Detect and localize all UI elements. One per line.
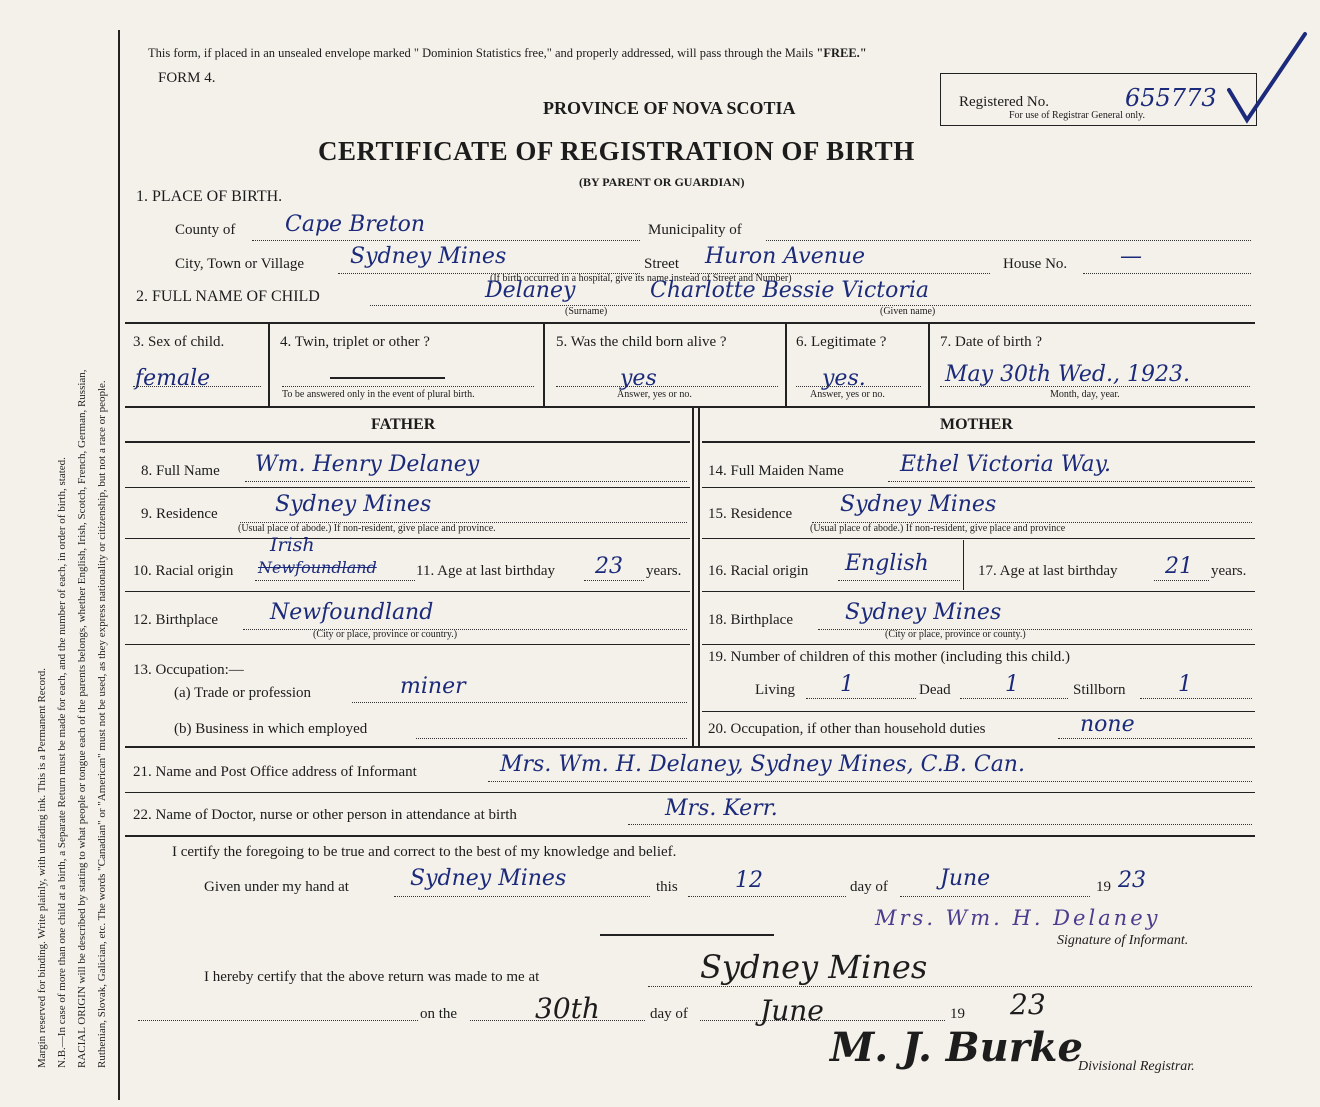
municipality-label: Municipality of bbox=[648, 222, 742, 238]
surname-caption: (Surname) bbox=[565, 306, 608, 317]
father-age-value: 23 bbox=[595, 554, 623, 579]
father-heading-rule bbox=[125, 441, 690, 443]
born-alive-value: yes bbox=[620, 366, 657, 391]
mother-occupation-value: none bbox=[1080, 712, 1135, 737]
mother-age-unit: years. bbox=[1211, 563, 1247, 579]
legitimate-label: 6. Legitimate ? bbox=[796, 334, 887, 350]
mother-stillborn-label: Stillborn bbox=[1073, 682, 1126, 698]
given-month-value: June bbox=[940, 866, 991, 891]
father-business-line bbox=[416, 738, 687, 739]
mother-residence-caption: (Usual place of abode.) If non-resident, give place and province bbox=[810, 523, 1066, 534]
col-divider-4-5 bbox=[543, 324, 545, 406]
row-divider-attendant bbox=[125, 792, 1255, 793]
father-birthplace-line bbox=[243, 629, 687, 630]
mother-row-rule-5 bbox=[702, 711, 1255, 712]
child-name-label: 2. FULL NAME OF CHILD bbox=[136, 288, 320, 305]
registrar-place-line bbox=[648, 986, 1252, 987]
on-the-label: on the bbox=[420, 1006, 458, 1022]
father-racial-value: Irish bbox=[270, 534, 315, 556]
col-divider-5-6 bbox=[785, 324, 787, 406]
mother-birthplace-caption: (City or place, province or county.) bbox=[885, 629, 1026, 640]
mail-notice bbox=[148, 46, 867, 61]
registrar-caption: Divisional Registrar. bbox=[1078, 1059, 1195, 1074]
year-prefix: 19 bbox=[1096, 879, 1111, 895]
row-divider-parents bbox=[125, 406, 1255, 408]
given-place-value: Sydney Mines bbox=[410, 866, 567, 891]
mother-name-label: 14. Full Maiden Name bbox=[708, 463, 844, 479]
sex-label: 3. Sex of child. bbox=[133, 334, 225, 350]
informant-signature-rule bbox=[600, 934, 774, 936]
attendant-value: Mrs. Kerr. bbox=[665, 796, 778, 821]
mother-age-value: 21 bbox=[1165, 554, 1193, 579]
twin-line bbox=[282, 386, 534, 387]
mother-living-label: Living bbox=[755, 682, 795, 698]
father-racial-label: 10. Racial origin bbox=[133, 563, 234, 579]
child-name-line bbox=[370, 305, 1251, 306]
born-alive-caption: Answer, yes or no. bbox=[617, 389, 692, 400]
attendant-label: 22. Name of Doctor, nurse or other person in attendance at birth bbox=[133, 807, 517, 823]
mother-residence-value: Sydney Mines bbox=[840, 492, 997, 517]
mother-row-rule-4 bbox=[702, 644, 1255, 645]
informant-signature-caption: Signature of Informant. bbox=[1057, 933, 1189, 948]
dob-line bbox=[940, 386, 1250, 387]
father-racial-struck-value: Newfoundland bbox=[258, 558, 377, 577]
margin-note-4: Ruthenian, Slovak, Galician, etc. The words "Canadian" or "American" must not be used, as they express nationality or citizenship, but not a race or people. bbox=[96, 380, 108, 1068]
mother-row-rule-3 bbox=[702, 591, 1255, 592]
registrar-year-prefix: 19 bbox=[950, 1006, 965, 1022]
dob-value: May 30th Wed., 1923. bbox=[945, 362, 1190, 387]
twin-label: 4. Twin, triplet or other ? bbox=[280, 334, 430, 350]
this-label: this bbox=[656, 879, 678, 895]
mother-living-value: 1 bbox=[840, 672, 854, 697]
mother-children-label: 19. Number of children of this mother (including this child.) bbox=[708, 649, 1071, 665]
province-heading: PROVINCE OF NOVA SCOTIA bbox=[543, 98, 796, 118]
given-name-caption: (Given name) bbox=[880, 306, 936, 317]
row-divider-top bbox=[125, 322, 1255, 324]
mother-name-line bbox=[888, 481, 1252, 482]
born-alive-label: 5. Was the child born alive ? bbox=[556, 334, 727, 350]
given-year-value: 23 bbox=[1118, 868, 1146, 893]
registered-label: Registered No. bbox=[959, 94, 1049, 110]
registrar-certify-text: I hereby certify that the above return was made to me at bbox=[204, 969, 540, 985]
row-divider-informant bbox=[125, 746, 1255, 748]
registered-number-box bbox=[940, 73, 1257, 126]
form-number: FORM 4. bbox=[158, 70, 216, 86]
attendant-line bbox=[628, 824, 1252, 825]
father-racial-line bbox=[255, 580, 415, 581]
informant-signature: Mrs. Wm. H. Delaney bbox=[875, 906, 1161, 930]
page-title: CERTIFICATE OF REGISTRATION OF BIRTH bbox=[318, 136, 915, 166]
parents-column-divider-2 bbox=[698, 408, 700, 746]
checkmark-icon bbox=[1225, 30, 1310, 125]
legitimate-caption: Answer, yes or no. bbox=[810, 389, 885, 400]
mother-dead-label: Dead bbox=[919, 682, 951, 698]
mail-notice-free: "FREE." bbox=[816, 46, 867, 60]
margin-note-1: Margin reserved for binding. Write plainly, with unfading ink. This is a Permanent Record. bbox=[36, 668, 48, 1068]
municipality-line bbox=[766, 240, 1251, 241]
father-age-label: 11. Age at last birthday bbox=[416, 563, 555, 579]
house-number-value: — bbox=[1120, 244, 1142, 269]
father-occupation-heading: 13. Occupation:— bbox=[133, 662, 244, 678]
county-line bbox=[252, 240, 640, 241]
father-name-value: Wm. Henry Delaney bbox=[255, 452, 480, 477]
mother-age-label: 17. Age at last birthday bbox=[978, 563, 1118, 579]
sex-line bbox=[133, 386, 261, 387]
given-place-line bbox=[394, 896, 650, 897]
day-of-label: day of bbox=[850, 879, 888, 895]
born-alive-line bbox=[556, 386, 778, 387]
father-name-line bbox=[245, 481, 687, 482]
father-heading: FATHER bbox=[371, 416, 436, 433]
given-month-line bbox=[900, 896, 1090, 897]
legitimate-value: yes. bbox=[822, 366, 866, 391]
father-residence-value: Sydney Mines bbox=[275, 492, 432, 517]
given-under-label: Given under my hand at bbox=[204, 879, 349, 895]
father-name-label: 8. Full Name bbox=[141, 463, 220, 479]
col-divider-6-7 bbox=[928, 324, 930, 406]
col-divider-3-4 bbox=[268, 324, 270, 406]
mother-racial-value: English bbox=[845, 551, 929, 576]
registrar-day-value: 30th bbox=[535, 992, 600, 1025]
registrar-day-of-label: day of bbox=[650, 1006, 688, 1022]
mother-row-rule-2 bbox=[702, 538, 1255, 539]
mother-name-value: Ethel Victoria Way. bbox=[900, 452, 1112, 477]
father-birthplace-label: 12. Birthplace bbox=[133, 612, 218, 628]
father-row-rule-1 bbox=[125, 487, 690, 488]
margin-note-3: RACIAL ORIGIN will be described by stating to what people or tongue each of the parents belongs, whether English, Irish, Scotch, French, German, Russian, bbox=[76, 369, 88, 1068]
mother-stillborn-value: 1 bbox=[1178, 672, 1192, 697]
father-row-rule-4 bbox=[125, 644, 690, 645]
county-label: County of bbox=[175, 222, 236, 238]
registrar-only-note: For use of Registrar General only. bbox=[1009, 110, 1145, 121]
registrar-year-value: 23 bbox=[1010, 988, 1046, 1021]
legitimate-line bbox=[796, 386, 921, 387]
mother-dead-value: 1 bbox=[1005, 672, 1019, 697]
mother-birthplace-label: 18. Birthplace bbox=[708, 612, 793, 628]
informant-line bbox=[488, 781, 1252, 782]
father-age-line bbox=[584, 580, 644, 581]
city-label: City, Town or Village bbox=[175, 256, 305, 272]
house-number-label: House No. bbox=[1003, 256, 1068, 272]
dob-caption: Month, day, year. bbox=[1050, 389, 1120, 400]
binding-margin-rule bbox=[118, 30, 120, 1100]
mother-age-line bbox=[1154, 580, 1209, 581]
father-residence-label: 9. Residence bbox=[141, 506, 218, 522]
street-label: Street bbox=[644, 256, 679, 272]
mother-racial-line bbox=[838, 580, 960, 581]
mother-stillborn-line bbox=[1140, 698, 1252, 699]
house-number-line bbox=[1083, 273, 1251, 274]
father-age-unit: years. bbox=[646, 563, 682, 579]
city-value: Sydney Mines bbox=[350, 244, 507, 269]
registrar-left-line bbox=[138, 1020, 418, 1021]
father-trade-label: (a) Trade or profession bbox=[174, 685, 312, 701]
registrar-signature: M. J. Burke bbox=[830, 1024, 1083, 1071]
mother-heading: MOTHER bbox=[940, 416, 1013, 433]
father-birthplace-value: Newfoundland bbox=[270, 600, 434, 625]
informant-label: 21. Name and Post Office address of Informant bbox=[133, 764, 417, 780]
mail-notice-text: This form, if placed in an unsealed envelope marked " Dominion Statistics free," and properly addressed, will pass through the Mails bbox=[148, 46, 817, 60]
certify-text: I certify the foregoing to be true and correct to the best of my knowledge and belief. bbox=[172, 844, 677, 860]
registrar-place-value: Sydney Mines bbox=[700, 948, 928, 986]
mother-dead-line bbox=[960, 698, 1068, 699]
twin-dash bbox=[330, 377, 445, 379]
father-business-label: (b) Business in which employed bbox=[174, 721, 368, 737]
page-subtitle: (BY PARENT OR GUARDIAN) bbox=[579, 175, 745, 189]
mother-birthplace-line bbox=[818, 629, 1252, 630]
dob-label: 7. Date of birth ? bbox=[940, 334, 1043, 350]
hospital-note: (If birth occurred in a hospital, give its name instead of Street and Number) bbox=[490, 273, 792, 284]
father-residence-caption: (Usual place of abode.) If non-resident, give place and province. bbox=[238, 523, 496, 534]
twin-caption: To be answered only in the event of plural birth. bbox=[282, 389, 475, 400]
child-surname-value: Delaney bbox=[485, 278, 576, 303]
mother-occupation-line bbox=[1058, 738, 1252, 739]
mother-racial-divider bbox=[963, 540, 964, 590]
mother-birthplace-value: Sydney Mines bbox=[845, 600, 1002, 625]
county-value: Cape Breton bbox=[285, 212, 426, 237]
parents-column-divider bbox=[692, 408, 694, 746]
child-given-name-value: Charlotte Bessie Victoria bbox=[650, 278, 930, 303]
margin-note-2: N.B.—In case of more than one child at a birth, a Separate Return must be made for each, and the number of each, in order of birth, stated. bbox=[56, 457, 68, 1068]
street-value: Huron Avenue bbox=[705, 244, 866, 269]
row-divider-certify bbox=[125, 835, 1255, 837]
given-day-value: 12 bbox=[735, 868, 763, 893]
mother-heading-rule bbox=[702, 441, 1255, 443]
place-of-birth-heading: 1. PLACE OF BIRTH. bbox=[136, 188, 283, 205]
mother-occupation-label: 20. Occupation, if other than household duties bbox=[708, 721, 986, 737]
informant-value: Mrs. Wm. H. Delaney, Sydney Mines, C.B. Can. bbox=[500, 752, 1025, 777]
mother-living-line bbox=[806, 698, 916, 699]
father-birthplace-caption: (City or place, province or country.) bbox=[313, 629, 458, 640]
father-trade-value: miner bbox=[400, 674, 466, 699]
registered-number-value: 655773 bbox=[1125, 84, 1217, 112]
father-row-rule-2 bbox=[125, 538, 690, 539]
mother-row-rule-1 bbox=[702, 487, 1255, 488]
father-trade-line bbox=[352, 702, 687, 703]
mother-racial-label: 16. Racial origin bbox=[708, 563, 809, 579]
father-row-rule-3 bbox=[125, 591, 690, 592]
mother-residence-label: 15. Residence bbox=[708, 506, 793, 522]
given-day-line bbox=[688, 896, 846, 897]
sex-value: female bbox=[135, 366, 211, 391]
registrar-month-value: June bbox=[760, 994, 824, 1027]
